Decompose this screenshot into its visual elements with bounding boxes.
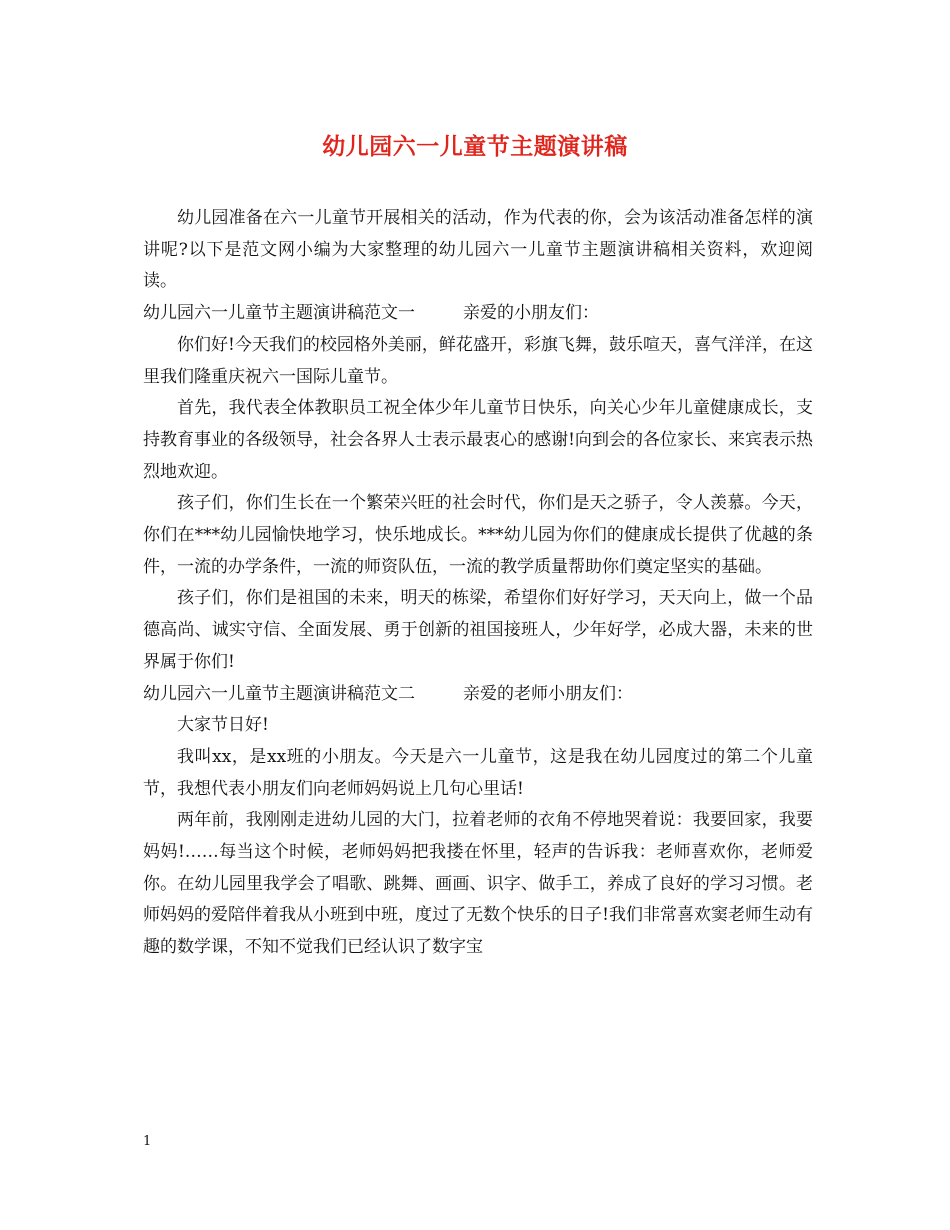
intro-paragraph: 幼儿园准备在六一儿童节开展相关的活动，作为代表的你，会为该活动准备怎样的演讲呢?以下是范文网小编为大家整理的幼儿园六一儿童节主题演讲稿相关资料，欢迎阅读。 [143, 208, 813, 292]
page-number: 1 [143, 1134, 152, 1149]
sample2-heading: 幼儿园六一儿童节主题演讲稿范文二 [143, 683, 415, 704]
sample1-heading-line [143, 298, 813, 330]
sample1-heading: 幼儿园六一儿童节主题演讲稿范文一 [143, 303, 415, 324]
document-body [143, 203, 813, 964]
sample1-greeting: 亲爱的小朋友们： [463, 303, 599, 324]
sample1-paragraph-4: 孩子们，你们是祖国的未来，明天的栋梁，希望你们好好学习，天天向上，做一个品德高尚、诚实守信、全面发展、勇于创新的祖国接班人，少年好学，必成大器，未来的世界属于你们! [143, 588, 813, 672]
sample1-paragraph-3: 孩子们，你们生长在一个繁荣兴旺的社会时代，你们是天之骄子，令人羡慕。今天，你们在***幼儿园愉快地学习，快乐地成长。***幼儿园为你们的健康成长提供了优越的条件，一流的办学条件，一流的师资队伍，一流的教学质量帮助你们奠定坚实的基础。 [143, 493, 813, 577]
sample2-heading-line [143, 679, 813, 711]
sample1-paragraph-1: 你们好!今天我们的校园格外美丽，鲜花盛开，彩旗飞舞，鼓乐喧天，喜气洋洋，在这里我们隆重庆祝六一国际儿童节。 [143, 334, 813, 387]
sample2-greeting: 亲爱的老师小朋友们： [463, 683, 633, 704]
sample2-paragraph-3: 两年前，我刚刚走进幼儿园的大门，拉着老师的衣角不停地哭着说：我要回家，我要妈妈!……每当这个时候，老师妈妈把我搂在怀里，轻声的告诉我：老师喜欢你，老师爱你。在幼儿园里我学会了唱歌、跳舞、画画、识字、做手工，养成了良好的学习习惯。老师妈妈的爱陪伴着我从小班到中班，度过了无数个快乐的日子!我们非常喜欢窦老师生动有趣的数学课，不知不觉我们已经认识了数字宝 [143, 810, 813, 958]
sample1-paragraph-2: 首先，我代表全体教职员工祝全体少年儿童节日快乐，向关心少年儿童健康成长，支持教育事业的各级领导，社会各界人士表示最衷心的感谢!向到会的各位家长、来宾表示热烈地欢迎。 [143, 398, 813, 482]
sample2-paragraph-1: 大家节日好! [177, 715, 269, 736]
document-title: 幼儿园六一儿童节主题演讲稿 [322, 133, 628, 160]
sample2-paragraph-2: 我叫xx，是xx班的小朋友。今天是六一儿童节，这是我在幼儿园度过的第二个儿童节，我想代表小朋友们向老师妈妈说上几句心里话! [143, 746, 813, 799]
